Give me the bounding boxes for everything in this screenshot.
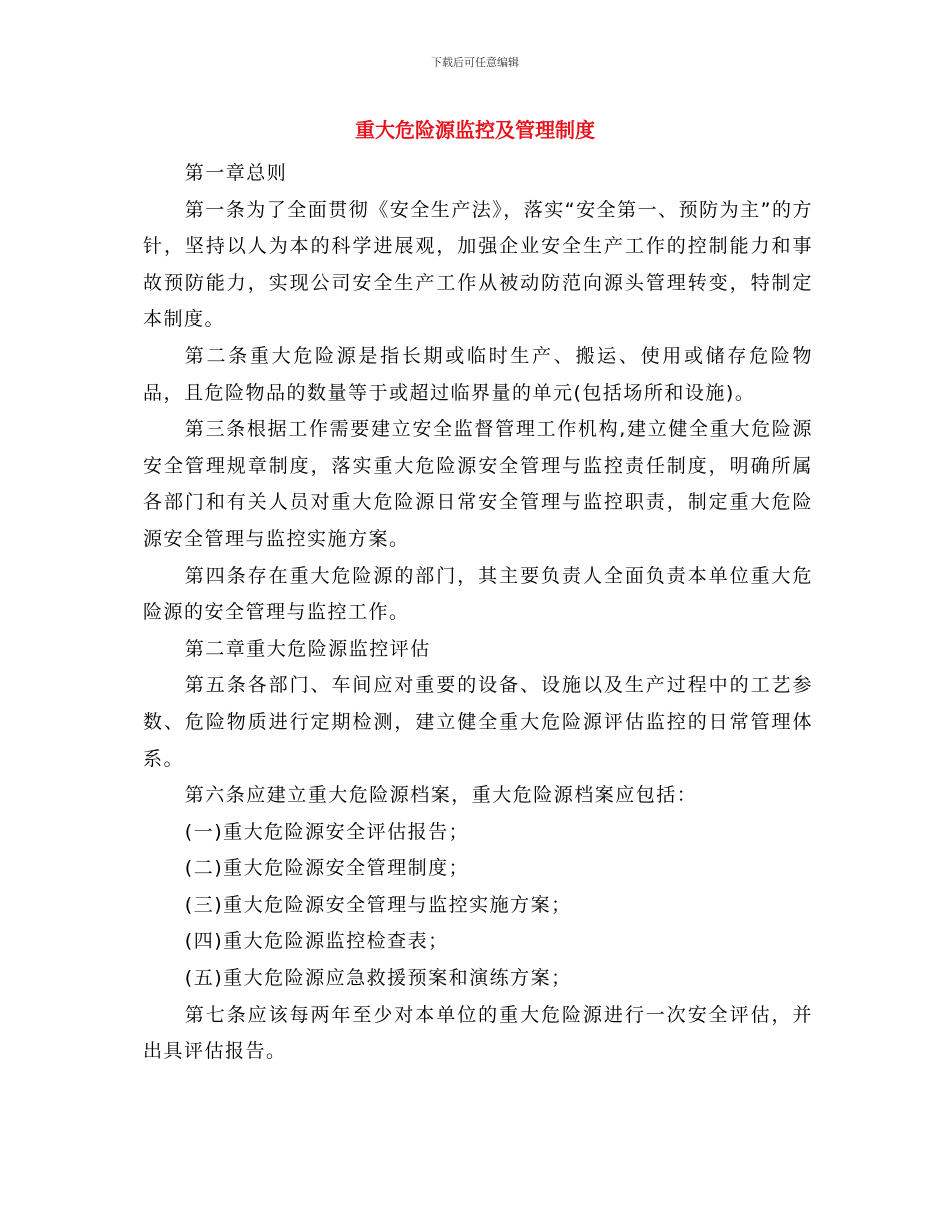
document-title: 重大危险源监控及管理制度 — [355, 118, 595, 142]
document-body — [143, 155, 813, 1070]
article-6-paragraph: 第六条应建立重大危险源档案，重大危险源档案应包括： — [184, 784, 698, 807]
article-2-paragraph: 第二条重大危险源是指长期或临时生产、搬运、使用或储存危险物品，且危险物品的数量等于或超过临界量的单元(包括场所和设施)。 — [143, 344, 813, 404]
chapter-heading-2: 第二章重大危险源监控评估 — [184, 637, 431, 660]
list-item-1: (一)重大危险源安全评估报告； — [184, 820, 470, 843]
article-5-paragraph: 第五条各部门、车间应对重要的设备、设施以及生产过程中的工艺参数、危险物质进行定期检测，建立健全重大危险源评估监控的日常管理体系。 — [143, 674, 813, 770]
article-7-paragraph: 第七条应该每两年至少对本单位的重大危险源进行一次安全评估，并出具评估报告。 — [143, 1003, 813, 1063]
chapter-heading-1: 第一章总则 — [184, 162, 288, 184]
article-1-paragraph: 第一条为了全面贯彻《安全生产法》，落实“安全第一、预防为主”的方针，坚持以人为本的科学进展观，加强企业安全生产工作的控制能力和事故预防能力，实现公司安全生产工作从被动防范向源头管理转变，特制定本制度。 — [143, 198, 813, 331]
list-item-2: (二)重大危险源安全管理制度； — [184, 857, 470, 880]
list-item-3: (三)重大危险源安全管理与监控实施方案； — [184, 893, 572, 916]
article-3-paragraph: 第三条根据工作需要建立安全监督管理工作机构,建立健全重大危险源安全管理规章制度，落实重大危险源安全管理与监控责任制度，明确所属各部门和有关人员对重大危险源日常安全管理与监控职责，制定重大危险源安全管理与监控实施方案。 — [143, 418, 813, 550]
list-item-4: (四)重大危险源监控检查表； — [184, 930, 449, 953]
article-4-paragraph: 第四条存在重大危险源的部门，其主要负责人全面负责本单位重大危险源的安全管理与监控工作。 — [143, 564, 813, 624]
list-item-5: (五)重大危险源应急救援预案和演练方案； — [184, 967, 572, 990]
page-header-note: 下载后可任意编辑 — [431, 56, 519, 69]
